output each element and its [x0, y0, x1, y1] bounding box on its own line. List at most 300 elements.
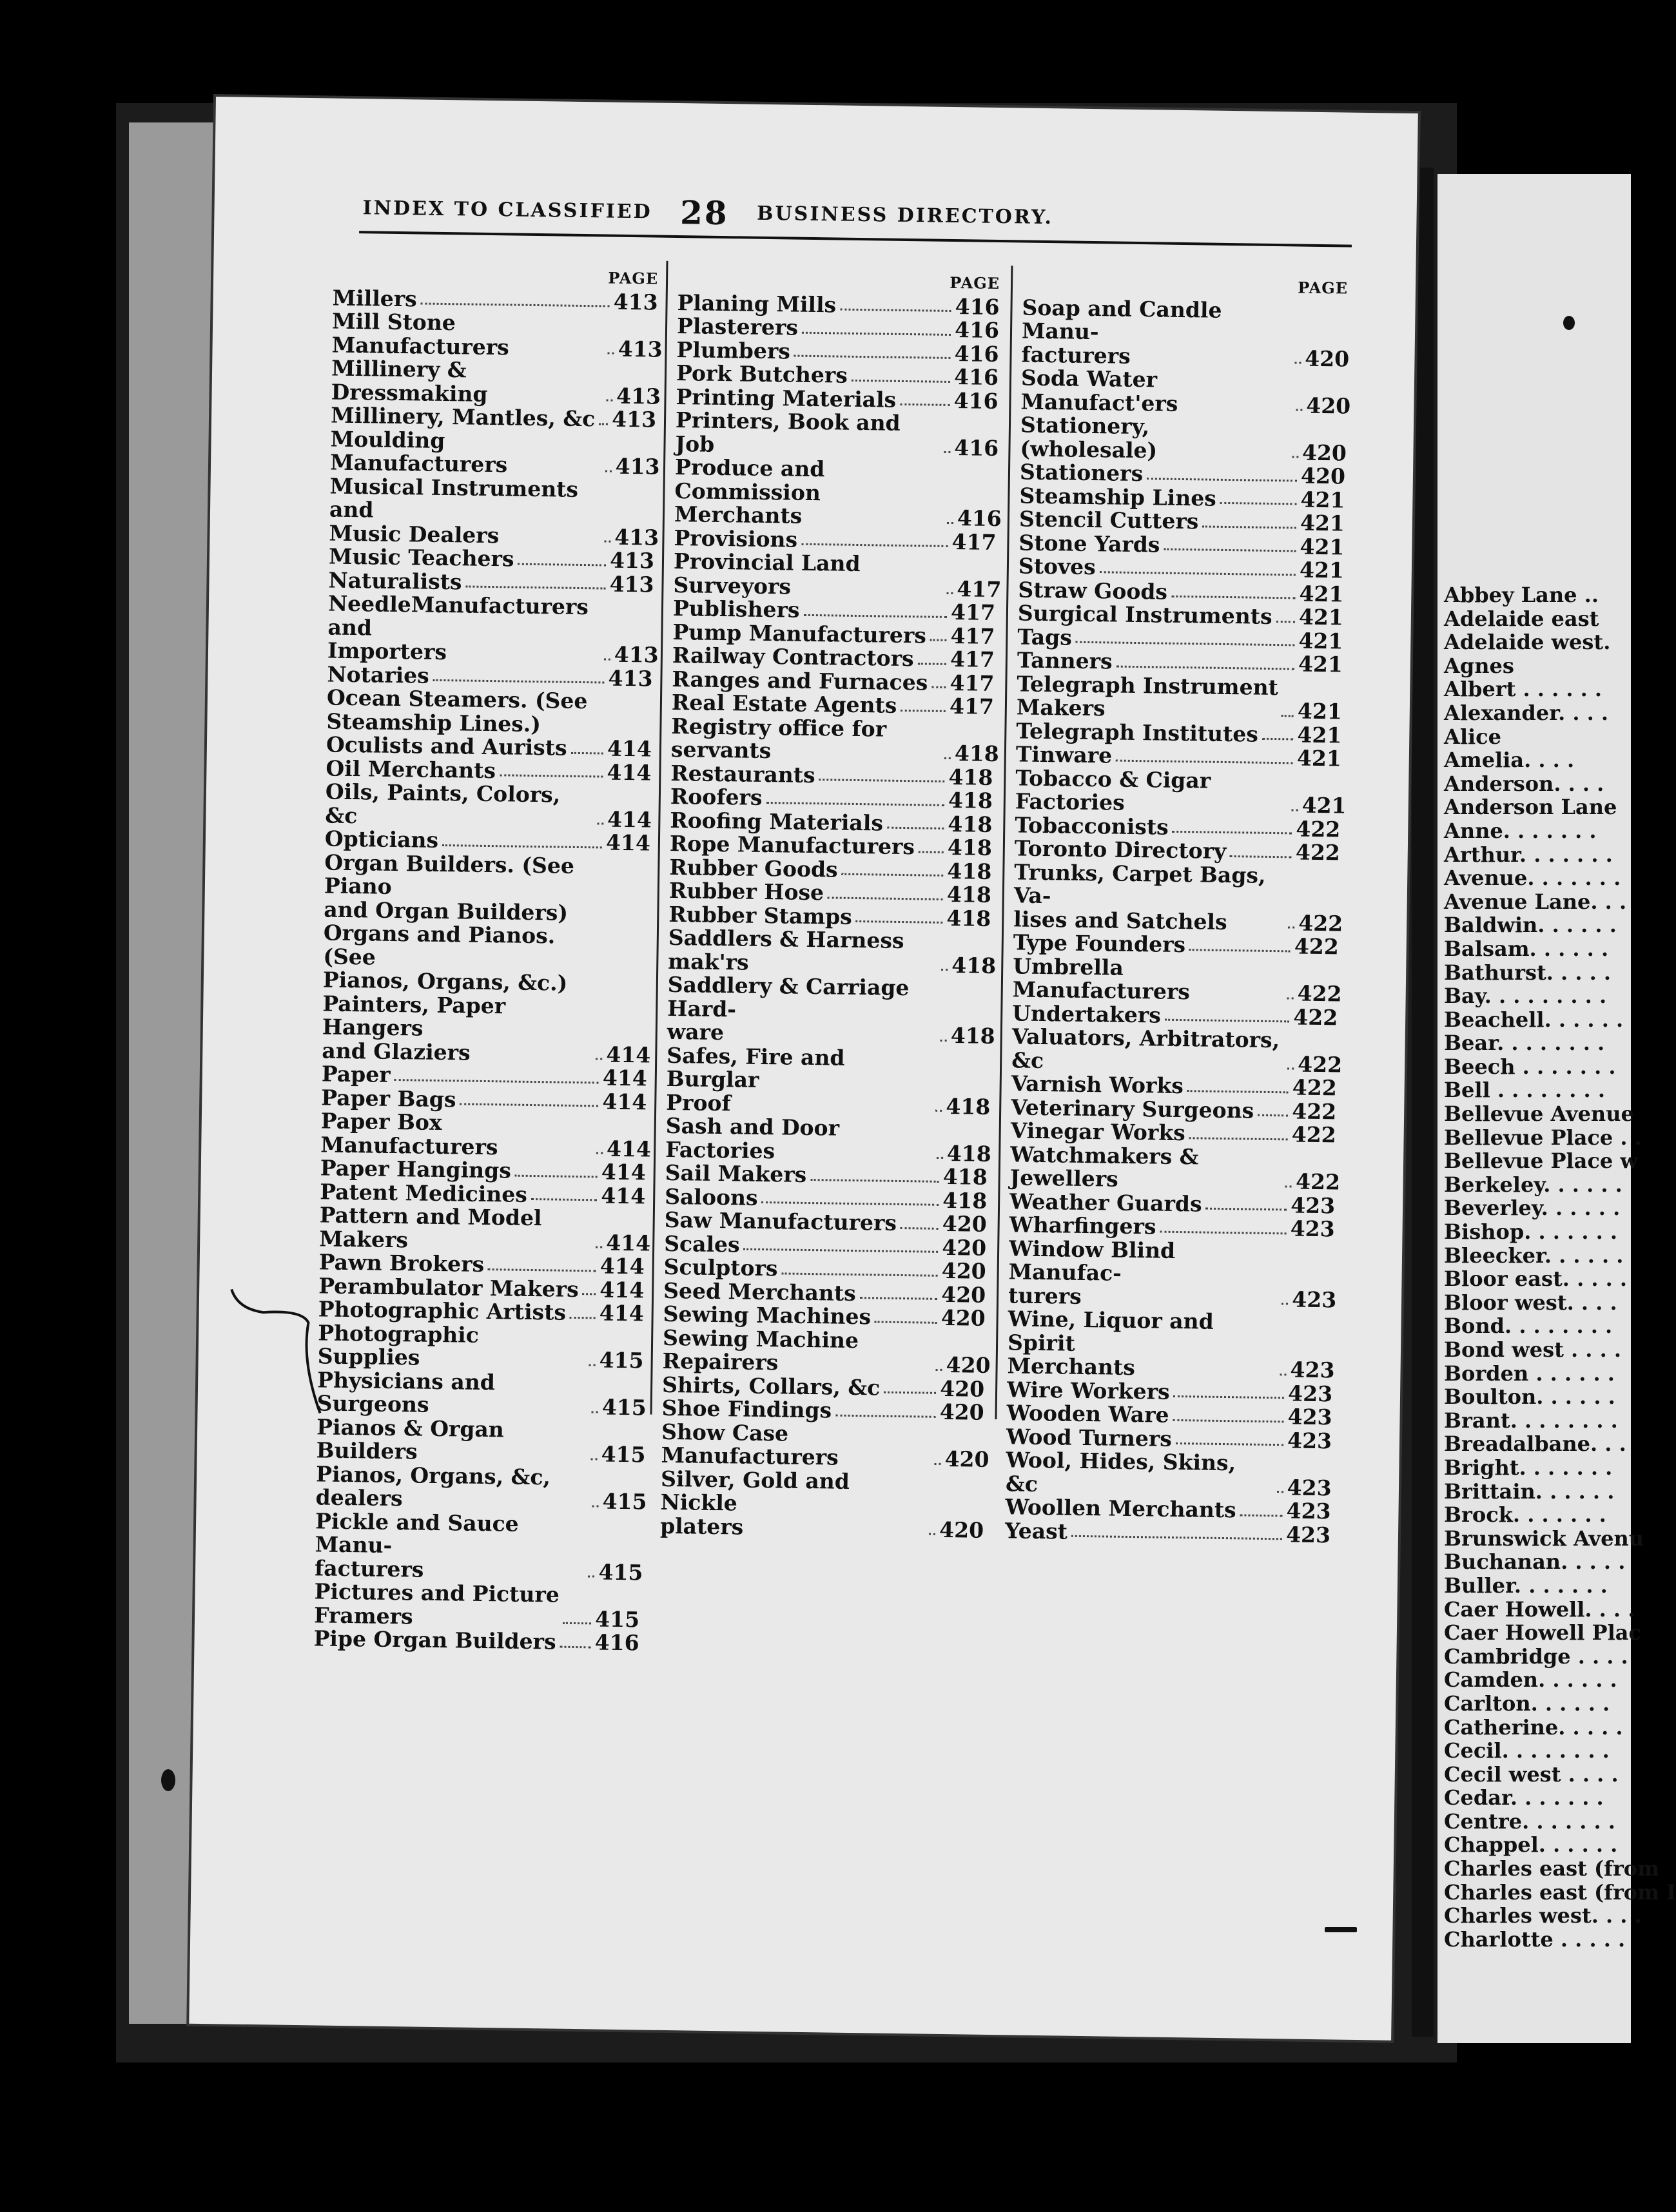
dot-leader	[1292, 809, 1298, 811]
entry-page-number: 420	[946, 1352, 991, 1378]
entry-page-number: 418	[954, 741, 1000, 767]
dot-leader	[919, 851, 944, 853]
dot-leader	[592, 1411, 598, 1413]
index-entry	[325, 780, 651, 831]
entry-page-number: 415	[594, 1606, 640, 1632]
dot-leader	[852, 379, 950, 382]
street-entry: Baldwin. . . . . .	[1444, 913, 1617, 938]
entry-list	[1004, 294, 1351, 1547]
dot-leader	[604, 658, 610, 660]
dot-leader	[560, 1645, 590, 1648]
dot-leader	[596, 1246, 602, 1248]
entry-page-number: 414	[601, 1183, 646, 1208]
entry-name: Printers, Book and Job	[675, 407, 901, 457]
entry-name: Woollen Merchants	[1005, 1494, 1236, 1523]
dot-leader	[583, 1293, 596, 1295]
entry-name: Naturalists	[328, 567, 462, 594]
entry-page-number: 421	[1298, 628, 1343, 654]
street-entry: Bay. . . . . . . . .	[1444, 984, 1607, 1009]
entry-page-number: 418	[946, 1140, 991, 1167]
index-entry	[317, 1321, 643, 1373]
entry-name: Pickle and Sauce Manu- facturers	[314, 1508, 519, 1582]
dot-leader	[1220, 502, 1297, 505]
index-entry	[331, 355, 661, 409]
entry-name: Sewing Machine Repairers	[662, 1324, 859, 1375]
entry-page-number: 418	[948, 764, 993, 790]
entry-page-number: 418	[948, 787, 993, 813]
dot-leader	[460, 1103, 598, 1107]
entry-page-number: 414	[601, 1159, 647, 1185]
street-entry: Bear. . . . . . . .	[1444, 1031, 1605, 1056]
dot-leader	[589, 1364, 595, 1366]
dot-leader	[1116, 759, 1293, 764]
entry-page-number: 413	[615, 453, 660, 480]
entry-page-number: 421	[1301, 792, 1347, 819]
dot-leader	[518, 563, 606, 566]
entry-name: Millinery & Dressmaking	[331, 355, 488, 407]
dot-leader	[1071, 1535, 1282, 1540]
entry-page-number: 414	[599, 1253, 645, 1279]
entry-page-number: 414	[605, 830, 651, 856]
index-column-2	[660, 267, 1000, 1542]
entry-name: Planing Mills	[677, 289, 837, 317]
dot-leader	[936, 1368, 942, 1370]
dot-leader	[1280, 1373, 1286, 1375]
street-entry: Amelia. . . .	[1444, 748, 1575, 773]
index-entry	[1011, 1024, 1343, 1078]
street-entry: Charles west. . . .	[1444, 1903, 1642, 1928]
street-entry: Alice	[1444, 724, 1501, 749]
entry-name: Toronto Directory	[1014, 835, 1227, 864]
street-entry: Balsam. . . . . .	[1444, 936, 1609, 961]
entry-page-number: 415	[601, 1394, 647, 1421]
dot-leader	[531, 1198, 598, 1201]
dot-leader	[766, 802, 944, 806]
street-entry: Bloor west. . . .	[1444, 1290, 1617, 1315]
index-entry	[326, 686, 652, 737]
entry-name: Real Estate Agents	[671, 689, 897, 718]
dot-leader	[835, 1414, 936, 1417]
dot-leader	[488, 1268, 596, 1272]
entry-name: Valuators, Arbitrators, &c	[1011, 1024, 1280, 1073]
entry-name: Wharfingers	[1009, 1212, 1156, 1239]
dot-leader	[929, 1533, 935, 1535]
street-entry: Beverley. . . . . .	[1444, 1196, 1621, 1221]
entry-name: Silver, Gold and Nickle platers	[659, 1466, 850, 1540]
entry-name: Stone Yards	[1018, 529, 1160, 558]
dot-leader	[884, 1392, 936, 1394]
entry-name: Weather Guards	[1009, 1188, 1202, 1217]
ink-spot	[161, 1769, 175, 1791]
entry-name: Shirts, Collars, &c	[661, 1372, 881, 1401]
index-entry	[1009, 1141, 1341, 1195]
entry-page-number: 414	[605, 1230, 651, 1256]
index-entry	[667, 971, 995, 1049]
street-entry: Centre. . . . . . .	[1444, 1809, 1615, 1834]
entry-page-number: 420	[1306, 393, 1351, 419]
dot-leader	[563, 1622, 591, 1625]
entry-name: Wire Workers	[1006, 1376, 1170, 1404]
entry-page-number: 414	[602, 1089, 647, 1114]
entry-name: Vinegar Works	[1010, 1118, 1186, 1146]
dot-leader	[901, 1227, 939, 1229]
dot-leader	[935, 1110, 942, 1112]
dot-leader	[1176, 1442, 1283, 1446]
entry-page-number: 415	[599, 1347, 644, 1373]
index-entry	[660, 1467, 983, 1542]
entry-page-number: 413	[614, 524, 659, 550]
dot-leader	[1160, 1230, 1286, 1234]
dot-leader	[840, 309, 951, 312]
entry-name: Provisions	[674, 525, 798, 552]
dot-leader	[944, 451, 950, 453]
entry-name: Window Blind Manufac- turers	[1008, 1235, 1176, 1309]
dot-leader	[744, 1248, 939, 1253]
entry-page-number: 420	[1300, 463, 1346, 489]
entry-page-number: 416	[954, 317, 1000, 343]
entry-page-number: 421	[1299, 557, 1345, 583]
entry-page-number: 413	[609, 571, 654, 597]
entry-name: Photographic Supplies	[317, 1319, 480, 1370]
entry-page-number: 420	[939, 1375, 985, 1402]
ink-spot	[1563, 316, 1575, 330]
entry-name: Seed Merchants	[663, 1277, 857, 1306]
street-entry: Borden . . . . . .	[1444, 1361, 1615, 1386]
entry-page-number: 423	[1285, 1521, 1331, 1547]
entry-name: Mill Stone Manufacturers	[331, 308, 510, 360]
entry-page-number: 414	[602, 1065, 648, 1091]
dot-leader	[1285, 1185, 1292, 1187]
header-page-number: 28	[679, 193, 730, 233]
street-entry: Bellevue Place . .	[1444, 1125, 1642, 1150]
entry-name: Restaurants	[670, 760, 815, 788]
dot-leader	[1294, 362, 1301, 364]
entry-page-number: 417	[950, 646, 995, 672]
street-entry: Camden. . . . . .	[1444, 1667, 1617, 1693]
dot-leader	[810, 1179, 939, 1183]
dot-leader	[1100, 571, 1296, 576]
dot-leader	[947, 521, 953, 523]
street-entry: Anne. . . . . . .	[1444, 818, 1597, 843]
dot-leader	[940, 1039, 947, 1041]
entry-name: Railway Contractors	[672, 642, 914, 672]
entry-page-number: 422	[1292, 1074, 1337, 1101]
entry-page-number: 422	[1297, 980, 1342, 1007]
index-entry	[661, 1419, 989, 1472]
entry-page-number: 416	[957, 505, 1002, 532]
entry-name: Stencil Cutters	[1018, 506, 1199, 534]
entry-page-number: 414	[606, 1042, 651, 1068]
entry-name: Tanners	[1017, 647, 1113, 674]
entry-name: Sash and Door Factories	[665, 1112, 840, 1163]
entry-page-number: 420	[942, 1210, 987, 1237]
index-entry	[329, 473, 659, 550]
entry-page-number: 416	[954, 340, 999, 367]
street-entry: Brant. . . . . . . .	[1444, 1408, 1618, 1433]
index-entry	[668, 924, 997, 978]
dot-leader	[801, 543, 948, 547]
dot-leader	[1205, 1208, 1287, 1211]
entry-page-number: 420	[944, 1446, 989, 1472]
dot-leader	[937, 1157, 943, 1159]
street-entry: Avenue. . . . . . .	[1444, 866, 1621, 891]
entry-name: Pianos & Organ Builders	[316, 1413, 505, 1464]
dot-leader	[917, 663, 946, 665]
index-column-1	[313, 263, 663, 1656]
index-entry	[329, 426, 660, 480]
entry-name: Telegraph Institutes	[1016, 717, 1259, 747]
entry-list	[660, 291, 1000, 1542]
entry-page-number: 421	[1297, 698, 1343, 724]
index-entry	[1005, 1519, 1330, 1547]
entry-name: Wine, Liquor and Spirit Merchants	[1007, 1306, 1214, 1381]
entry-page-number: 417	[957, 576, 1002, 602]
street-entry: Adelaide west.	[1444, 630, 1611, 655]
street-entry: Bond west . . . .	[1444, 1337, 1621, 1362]
entry-page-number: 414	[607, 759, 652, 786]
entry-name: Photographic Artists	[318, 1296, 567, 1325]
dot-leader	[860, 1297, 938, 1300]
street-entry: Bleecker. . . . . .	[1444, 1243, 1624, 1268]
entry-page-number: 422	[1291, 1121, 1336, 1148]
entry-name: Pawn Brokers	[318, 1249, 485, 1277]
entry-name: Stationers	[1019, 459, 1144, 487]
entry-name: Millinery, Mantles, &c	[330, 402, 596, 432]
entry-name: Tobacconists	[1015, 811, 1169, 840]
dot-leader	[781, 1272, 937, 1276]
entry-name: Produce and Commission Merchants	[674, 454, 825, 529]
entry-page-number: 414	[607, 806, 652, 833]
dot-leader	[1281, 1303, 1288, 1305]
entry-name: Publishers	[672, 595, 800, 623]
entry-page-number: 418	[951, 952, 997, 978]
entry-page-number: 421	[1300, 510, 1345, 536]
street-entry: Brittain. . . . . .	[1444, 1479, 1615, 1504]
entry-name: Pork Butchers	[676, 360, 848, 388]
dot-leader	[1276, 621, 1294, 623]
entry-page-number: 414	[606, 1136, 652, 1162]
index-entry	[315, 1509, 641, 1585]
directory-page	[189, 97, 1418, 2041]
entry-page-number: 422	[1296, 816, 1341, 842]
dot-leader	[1240, 1514, 1283, 1517]
dot-leader	[931, 686, 946, 688]
entry-name: Registry office for servants	[670, 713, 887, 764]
entry-page-number: 414	[607, 735, 652, 762]
entry-page-number: 417	[949, 693, 995, 719]
street-entry: Chappel. . . . . .	[1444, 1832, 1618, 1858]
entry-name: Saddlery & Carriage Hard- ware	[667, 971, 910, 1045]
entry-page-number: 418	[946, 881, 992, 907]
index-entry	[327, 590, 659, 668]
index-entry	[319, 1202, 651, 1256]
dot-leader	[592, 1505, 599, 1507]
street-entry: Cecil. . . . . . . .	[1444, 1738, 1610, 1763]
entry-page-number: 416	[955, 293, 1000, 320]
index-entry	[1017, 672, 1343, 724]
entry-name: Provincial Land Surveyors	[673, 548, 861, 599]
entry-name: Rope Manufacturers	[669, 830, 915, 860]
index-entry	[315, 1460, 647, 1515]
street-entry: Charlotte . . . . .	[1444, 1926, 1626, 1952]
entry-page-number: 418	[948, 811, 993, 837]
entry-page-number: 415	[598, 1559, 643, 1585]
street-entry: Cambridge . . . .	[1444, 1644, 1628, 1669]
street-entry: Bell . . . . . . . .	[1444, 1078, 1605, 1103]
dot-leader	[1189, 949, 1291, 952]
entry-page-number: 415	[602, 1488, 647, 1515]
entry-page-number: 418	[950, 1023, 995, 1049]
entry-page-number: 417	[950, 670, 995, 696]
street-entry: Caer Howell Plac	[1444, 1620, 1641, 1645]
street-entry: Beachell. . . . . .	[1444, 1007, 1624, 1032]
street-entry: Cedar. . . . . . .	[1444, 1785, 1604, 1810]
entry-name: Moulding Manufacturers	[329, 426, 508, 478]
street-entry: Alexander. . . .	[1444, 700, 1609, 725]
dot-leader	[1147, 478, 1297, 481]
entry-page-number: 422	[1292, 1098, 1337, 1124]
entry-name: Sewing Machines	[663, 1301, 872, 1330]
header-left: INDEX TO CLASSIFIED	[362, 197, 652, 224]
dot-leader	[1202, 525, 1296, 529]
entry-page-number: 417	[950, 623, 995, 649]
entry-name: Wooden Ware	[1006, 1400, 1169, 1428]
entry-name: Saw Manufacturers	[664, 1207, 897, 1236]
index-entry	[1006, 1448, 1332, 1500]
facing-page-street-index	[1444, 583, 1676, 1952]
index-entry	[1008, 1235, 1337, 1312]
dot-leader	[608, 353, 614, 354]
entry-page-number: 421	[1296, 745, 1342, 771]
entry-name: Trunks, Carpet Bags, Va- lises and Satchels	[1013, 859, 1266, 935]
entry-page-number: 420	[942, 1234, 987, 1261]
entry-name: Pattern and Model Makers	[319, 1202, 542, 1252]
entry-page-number: 414	[599, 1276, 645, 1303]
dot-leader	[875, 1321, 937, 1323]
street-entry: Caer Howell. . . .	[1444, 1596, 1635, 1622]
entry-page-number: 417	[951, 529, 997, 555]
index-entry	[673, 548, 1002, 602]
entry-page-number: 423	[1287, 1474, 1332, 1500]
street-entry: Charles east (from I	[1444, 1879, 1676, 1905]
street-entry: Bishop. . . . . . .	[1444, 1219, 1618, 1245]
entry-name: Tags	[1017, 623, 1073, 650]
entry-page-number: 414	[599, 1300, 644, 1326]
entry-name: Oil Merchants	[326, 755, 496, 783]
entry-page-number: 422	[1295, 1169, 1341, 1195]
entry-page-number: 423	[1287, 1404, 1332, 1430]
entry-name: Oils, Paints, Colors, &c	[325, 779, 561, 828]
index-entry	[1021, 294, 1350, 372]
dot-leader	[1076, 641, 1295, 646]
dot-leader	[442, 844, 602, 848]
entry-page-number: 413	[611, 406, 657, 432]
dot-leader	[1173, 831, 1292, 835]
entry-page-number: 418	[946, 1093, 991, 1120]
dot-leader	[1187, 1090, 1289, 1093]
entry-name: Telegraph Instrument Makers	[1016, 670, 1279, 721]
street-entry: Avenue Lane. . .	[1444, 889, 1627, 914]
dot-leader	[596, 1152, 603, 1154]
entry-name: Umbrella Manufacturers	[1012, 953, 1191, 1005]
entry-name: Varnish Works	[1011, 1071, 1184, 1099]
street-entry: Boulton. . . . . .	[1444, 1384, 1615, 1410]
entry-name: Saddlers & Harness mak'rs	[668, 924, 904, 975]
entry-page-number: 420	[1301, 440, 1347, 466]
entry-page-number: 413	[613, 289, 658, 315]
street-entry: Brunswick Avenu	[1444, 1526, 1644, 1551]
pen-bracket-mark	[223, 1283, 341, 1426]
entry-page-number: 423	[1286, 1498, 1331, 1524]
street-entry: Albert . . . . . .	[1444, 677, 1603, 702]
dot-leader	[1258, 1114, 1288, 1117]
entry-name: Tinware	[1015, 741, 1113, 768]
dot-leader	[1173, 1419, 1283, 1422]
index-entry	[665, 1112, 991, 1167]
entry-page-number: 423	[1290, 1192, 1336, 1218]
entry-name: Plasterers	[676, 313, 799, 340]
street-entry: Bellevue Place w	[1444, 1149, 1638, 1174]
dot-leader	[606, 399, 612, 401]
entry-page-number: 418	[946, 905, 991, 931]
index-entry	[674, 454, 1002, 532]
entry-page-number: 423	[1287, 1427, 1332, 1453]
dot-leader	[465, 585, 605, 589]
dot-leader	[421, 302, 610, 307]
entry-page-number: 416	[594, 1629, 639, 1656]
dot-leader	[1165, 1019, 1289, 1023]
index-entry	[675, 409, 998, 460]
entry-page-number: 423	[1292, 1286, 1337, 1312]
entry-name: Printing Materials	[676, 383, 897, 412]
entry-name: Yeast	[1004, 1517, 1068, 1544]
entry-page-number: 422	[1297, 1051, 1343, 1078]
entry-name: Paper Box Manufacturers	[320, 1108, 498, 1159]
entry-name: Rubber Hose	[668, 877, 824, 906]
entry-page-number: 423	[1290, 1357, 1335, 1383]
entry-name: Sail Makers	[665, 1159, 807, 1187]
dot-leader	[887, 827, 944, 830]
entry-name: Organs and Pianos. (See Pianos, Organs, &c.)	[322, 920, 568, 996]
street-entry: Agnes	[1444, 653, 1514, 678]
page-label: PAGE	[1298, 278, 1349, 298]
street-entry: Breadalbane. . .	[1444, 1431, 1626, 1457]
entry-name: Ranges and Furnaces	[672, 666, 928, 695]
entry-page-number: 421	[1300, 487, 1345, 513]
entry-page-number: 421	[1298, 651, 1343, 677]
entry-name: Opticians	[324, 826, 439, 853]
entry-name: Pianos, Organs, &c, dealers	[315, 1460, 551, 1511]
index-entry	[316, 1413, 646, 1468]
entry-page-number: 422	[1295, 839, 1341, 866]
dot-leader	[605, 470, 612, 472]
entry-page-number: 418	[947, 858, 992, 884]
street-entry: Carlton. . . . . .	[1444, 1691, 1610, 1716]
entry-name: Saloons	[664, 1183, 758, 1210]
index-entry	[1020, 365, 1351, 419]
entry-name: NeedleManufacturers and Importers	[327, 590, 589, 665]
index-entry	[1012, 953, 1342, 1007]
dot-leader	[1296, 409, 1302, 411]
entry-name: Perambulator Makers	[318, 1272, 579, 1302]
dot-leader	[842, 873, 944, 877]
entry-name: Straw Goods	[1018, 576, 1168, 605]
street-entry: Buchanan. . . . .	[1444, 1549, 1626, 1575]
entry-page-number: 415	[601, 1441, 646, 1468]
dot-leader	[761, 1201, 939, 1206]
entry-list	[313, 285, 663, 1656]
entry-page-number: 421	[1299, 581, 1344, 606]
